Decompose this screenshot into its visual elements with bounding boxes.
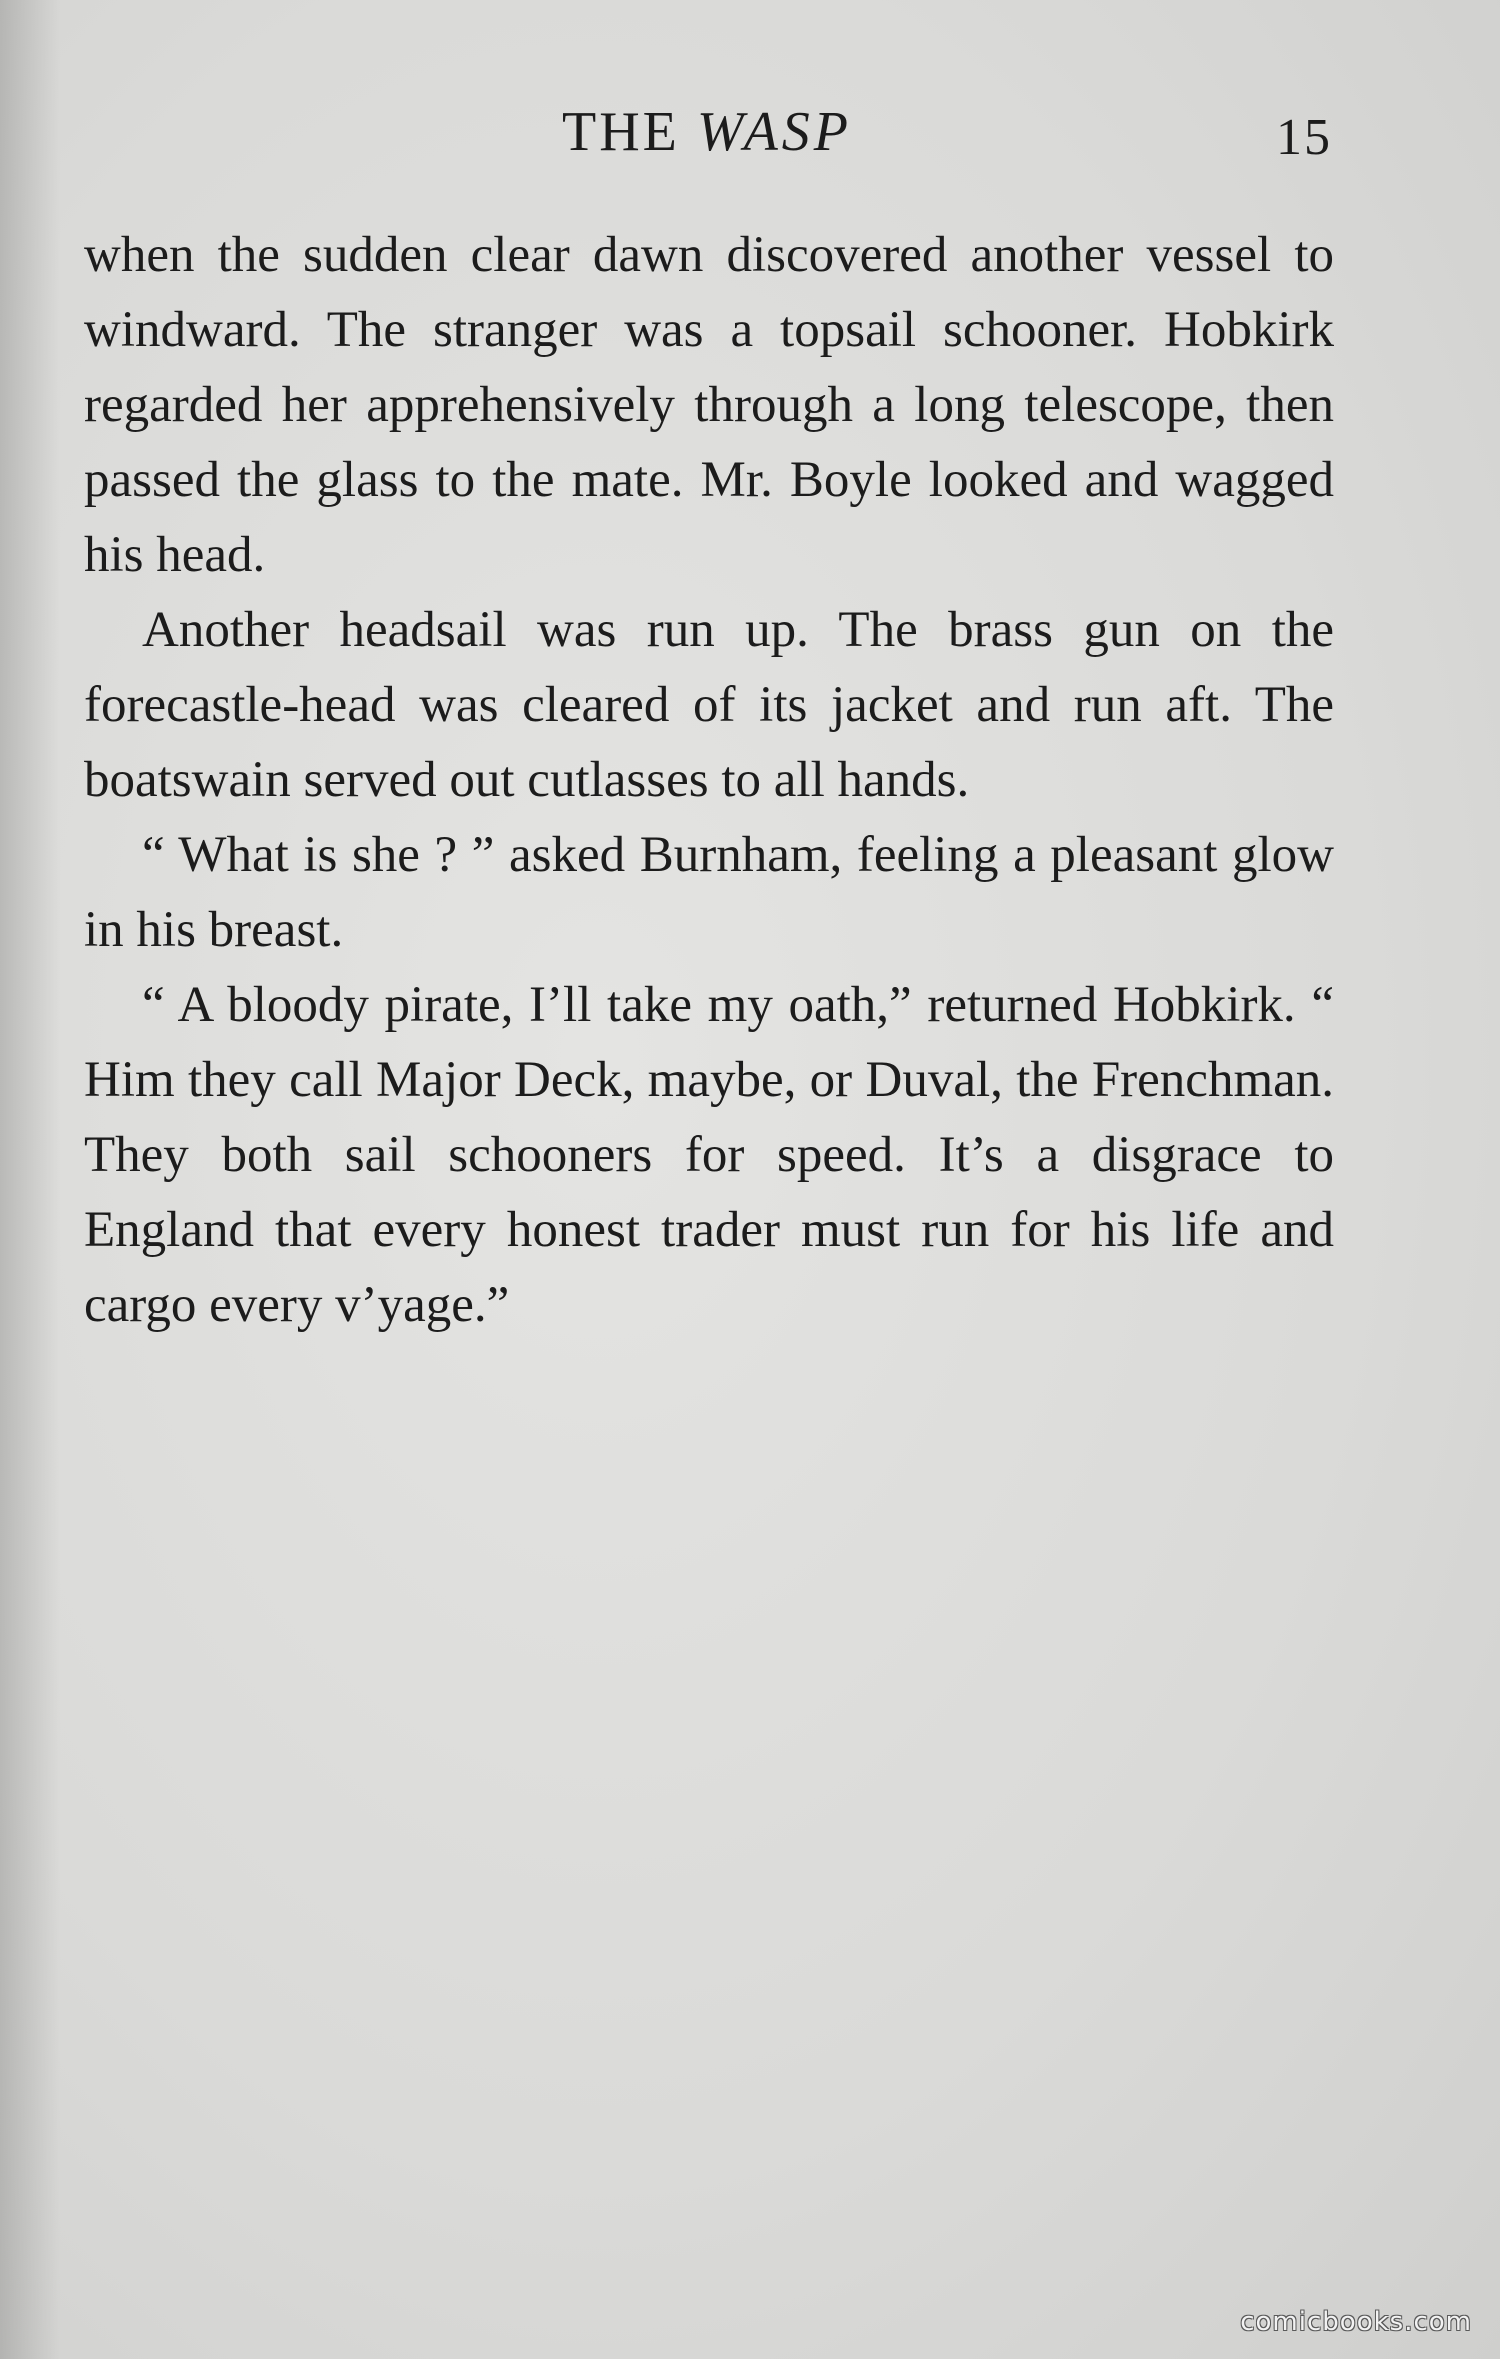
paragraph: “ What is she ? ” asked Burnham, feeling a pleasant glow in his breast.: [84, 827, 1334, 958]
running-title: [82, 100, 1332, 164]
running-title-italic: WASP: [696, 101, 852, 163]
body-text: [84, 218, 1334, 1343]
page-number: 15: [1276, 109, 1332, 166]
gutter-shadow: [0, 0, 60, 2359]
paragraph: Another headsail was run up. The brass gun on the forecastle-head was cleared of its jacket and run aft. The boatswain served out cutlasses to all hands.: [84, 602, 1334, 808]
running-title-prefix: THE: [561, 101, 697, 163]
paragraph: “ A bloody pirate, I’ll take my oath,” returned Hobkirk. “ Him they call Major Deck, maybe, or Duval, the Frenchman. They both sail schooners for speed. It’s a disgrace to England that every honest trader must run for his life and cargo every v’yage.”: [84, 977, 1334, 1333]
watermark: comicbooks.com: [1240, 2307, 1472, 2337]
running-head: [82, 100, 1332, 170]
paragraph: when the sudden clear dawn discovered another vessel to windward. The stranger was a topsail schooner. Hobkirk regarded her apprehensively through a long telescope, then passed the glass to the mate. Mr. Boyle looked and wagged his head.: [84, 227, 1334, 583]
